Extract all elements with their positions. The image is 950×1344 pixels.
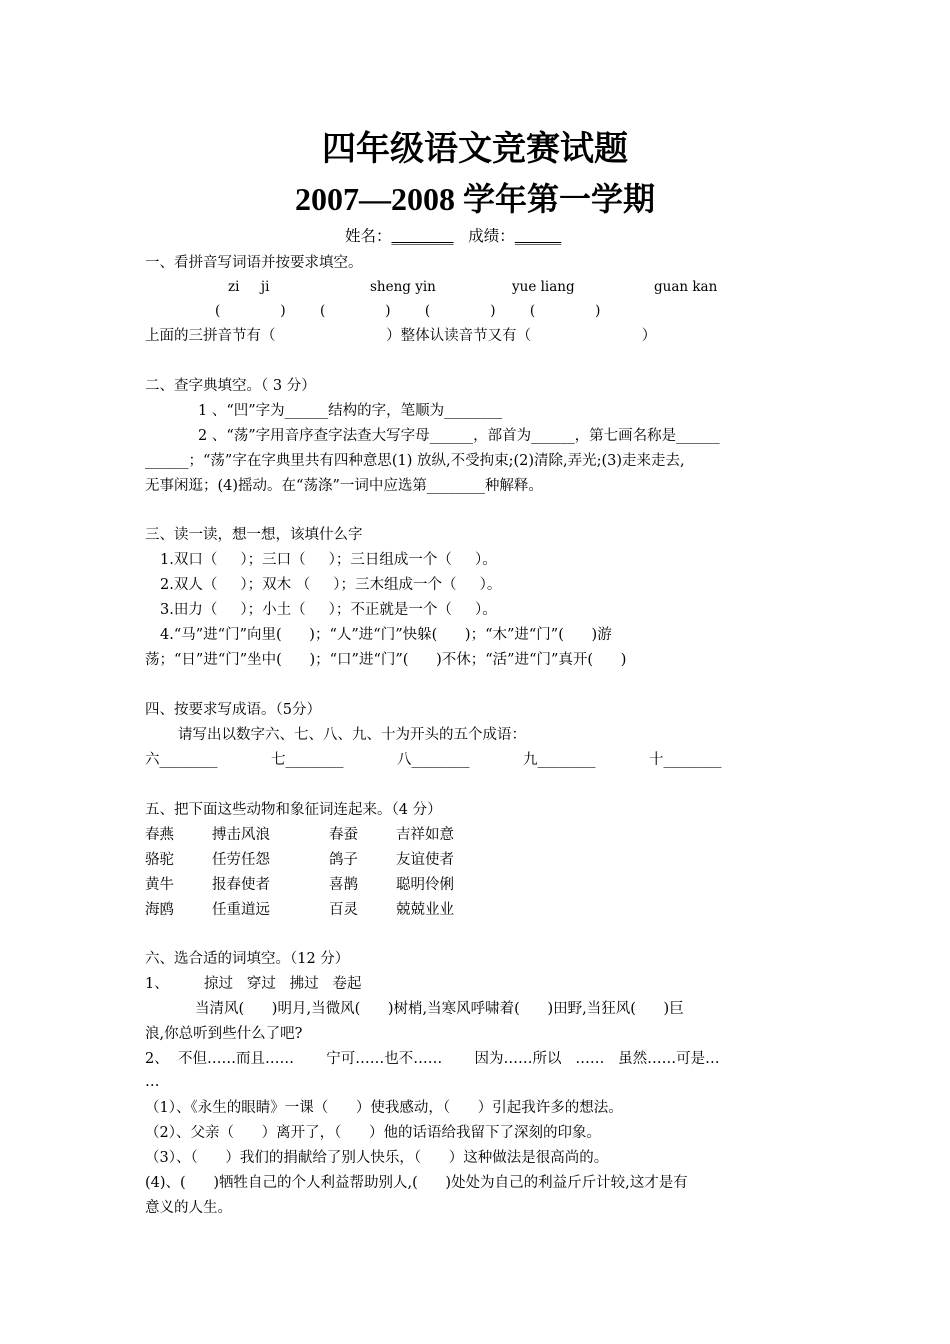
- student-info: [345, 226, 561, 246]
- s6-q2-item-1: （1）、《永生的眼睛》一课（ ）使我感动，（ ）引起我许多的想法。: [145, 1100, 623, 1116]
- idiom-blank-10[interactable]: 十________: [649, 752, 722, 768]
- animal-word[interactable]: 春燕: [145, 827, 174, 843]
- s5-heading: 五、把下面这些动物和象征词连起来。（4 分）: [145, 802, 442, 818]
- animal-word[interactable]: 喜鹊: [329, 877, 358, 893]
- symbol-word[interactable]: 搏击风浪: [212, 827, 270, 843]
- animal-word[interactable]: 骆驼: [145, 852, 174, 868]
- s6-q2-item-4-line1: (4)、( )牺牲自己的个人利益帮助别人,( )处处为自己的利益斤斤计较,这才是有: [145, 1175, 688, 1191]
- s6-q2-item-4-line2: 意义的人生。: [145, 1200, 232, 1216]
- s6-q2-label: 2、: [145, 1051, 169, 1067]
- s3-q2: 2.双人（ ）；双木 （ ）；三木组成一个（ ）。: [160, 577, 502, 593]
- animal-word[interactable]: 黄牛: [145, 877, 174, 893]
- s1-syllable-line: 上面的三拼音节有（ ）整体认读音节又有（ ）: [145, 328, 657, 344]
- idiom-blank-8[interactable]: 八________: [397, 752, 470, 768]
- s2-heading: 二、查字典填空。（ 3 分）: [145, 378, 316, 394]
- animal-word[interactable]: 海鸥: [145, 902, 174, 918]
- s6-q1-label: 1、: [145, 976, 169, 992]
- animal-word[interactable]: 春蚕: [329, 827, 358, 843]
- pinyin-4: guan kan: [654, 279, 718, 295]
- s3-q1: 1.双口（ ）；三口（ ）；三日组成一个（ ）。: [160, 552, 497, 568]
- score-blank[interactable]: ______: [514, 227, 562, 245]
- s6-q2-item-2: （2）、父亲（ ）离开了，（ ）他的话语给我留下了深刻的印象。: [145, 1125, 602, 1141]
- s4-instruction: 请写出以数字六、七、八、九、十为开头的五个成语：: [178, 727, 526, 743]
- s3-q4-line2: 荡；“日”进“门”坐中( )；“口”进“门”( )不休；“活”进“门”真开( ): [145, 652, 627, 668]
- pinyin-1: zi ji: [228, 279, 270, 295]
- s6-q1-text-line1: 当清风( )明月,当微风( )树梢,当寒风呼啸着( )田野,当狂风( )巨: [195, 1001, 684, 1017]
- s3-q4-line1: 4.“马”进“门”向里( )；“人”进“门”快躲( )；“木”进“门”( )游: [160, 627, 612, 643]
- idiom-blank-7[interactable]: 七________: [271, 752, 344, 768]
- idiom-blank-9[interactable]: 九________: [523, 752, 596, 768]
- pinyin-3: yue liang: [512, 279, 575, 295]
- pinyin-2: sheng yin: [370, 279, 436, 295]
- symbol-word[interactable]: 吉祥如意: [396, 827, 454, 843]
- s2-q1: 1 、“凹”字为______结构的字，笔顺为________: [198, 403, 503, 419]
- name-blank[interactable]: ________: [391, 227, 454, 245]
- symbol-word[interactable]: 友谊使者: [396, 852, 454, 868]
- animal-word[interactable]: 鸽子: [329, 852, 358, 868]
- score-label: 成绩：: [468, 227, 515, 245]
- page-title: 四年级语文竞赛试题: [322, 131, 628, 168]
- page-subtitle: 2007—2008 学年第一学期: [294, 181, 655, 217]
- symbol-word[interactable]: 兢兢业业: [396, 902, 454, 918]
- symbol-word[interactable]: 聪明伶俐: [396, 877, 454, 893]
- s3-heading: 三、读一读，想一想，该填什么字: [145, 527, 363, 543]
- idiom-blank-6[interactable]: 六________: [145, 752, 218, 768]
- s6-q1-text-line2: 浪,你总听到些什么了吧?: [145, 1026, 303, 1042]
- s2-q2-line3: 无事闲逛；(4)摇动。在“荡涤”一词中应选第________种解释。: [145, 478, 543, 494]
- s4-heading: 四、按要求写成语。（5分）: [145, 702, 321, 718]
- symbol-word[interactable]: 任重道远: [212, 902, 270, 918]
- animal-word[interactable]: 百灵: [329, 902, 358, 918]
- s2-q2-line1: 2 、“荡”字用音序查字法查大写字母______，部首为______，第七画名称是______: [198, 428, 720, 444]
- name-label: 姓名：: [345, 227, 392, 245]
- s6-q1-word-choices: 掠过 穿过 拂过 卷起: [204, 976, 362, 992]
- symbol-word[interactable]: 任劳任怨: [212, 852, 270, 868]
- s3-q3: 3.田力（ ）；小土（ ）；不正就是一个（ ）。: [160, 602, 497, 618]
- s1-heading: 一、看拼音写词语并按要求填空。: [145, 255, 363, 271]
- pinyin-answer-brackets[interactable]: ( ) ( ) ( ) ( ): [215, 303, 601, 319]
- s6-heading: 六、选合适的词填空。（12 分）: [145, 951, 350, 967]
- s6-q2-conjunctions-cont: …: [145, 1074, 160, 1090]
- symbol-word[interactable]: 报春使者: [212, 877, 270, 893]
- s6-q2-item-3: （3）、（ ）我们的捐献给了别人快乐，（ ）这种做法是很高尚的。: [145, 1150, 609, 1166]
- s2-q2-line2: ______；“荡”字在字典里共有四种意思(1) 放纵,不受拘束;(2)清除,弄光;(3)走来走去,: [145, 453, 685, 469]
- s6-q2-conjunctions: 不但……而且…… 宁可……也不…… 因为……所以 …… 虽然……可是…: [178, 1051, 720, 1067]
